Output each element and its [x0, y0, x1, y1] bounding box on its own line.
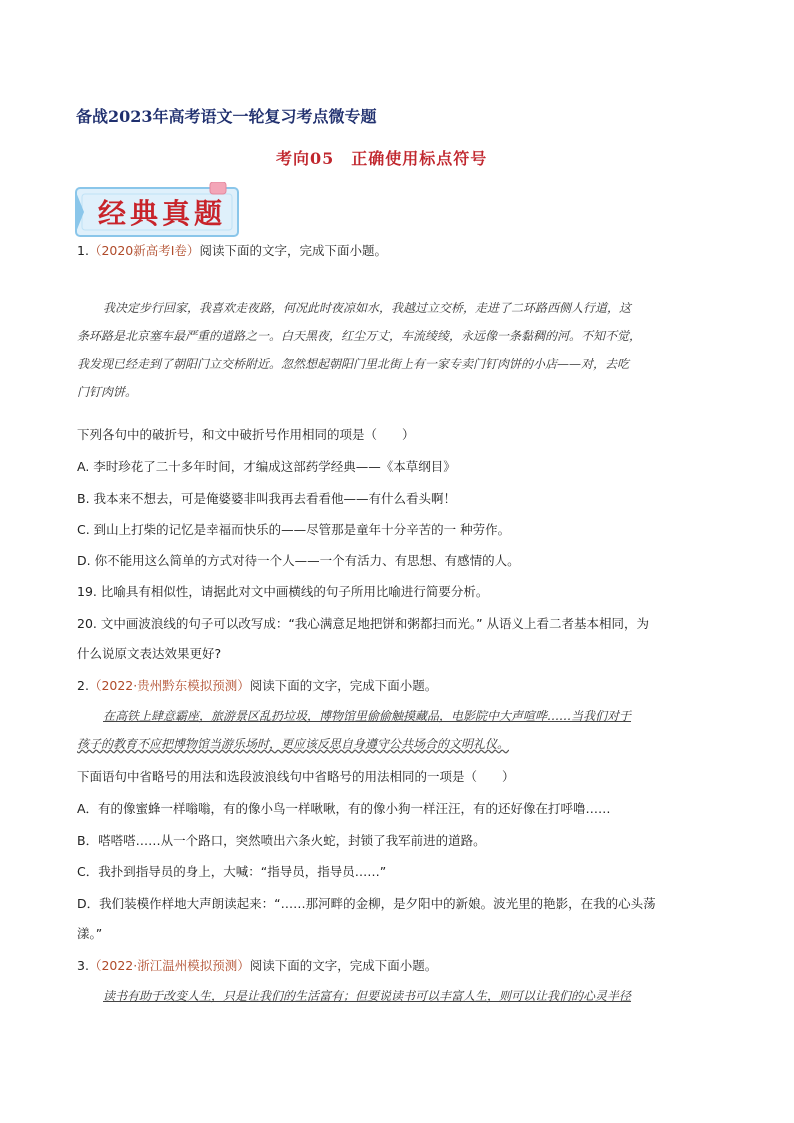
- q19-text: 19. 比喻具有相似性，请据此对文中画横线的句子所用比喻进行简要分析。: [77, 584, 489, 599]
- q3-passage: [77, 982, 727, 1010]
- q3-source: （2022·浙江温州模拟预测）: [88, 958, 250, 973]
- q1-source: （2020新高考Ⅰ卷）: [88, 243, 200, 258]
- q2-option-c: C．我扑到指导员的身上，大喊：“指导员，指导员……”: [77, 864, 387, 879]
- q2-passage-line: 在高铁上肆意霸座，旅游景区乱扔垃圾，博物馆里偷偷触摸藏品，电影院中大声喧哗……当我们对于: [103, 709, 632, 723]
- q20-line-2: 什么说原文表达效果更好?: [77, 646, 222, 661]
- q1-option-a: A. 李时珍花了二十多年时间，才编成这部药学经典——《本草纲目》: [77, 459, 456, 474]
- q1-question: 下列各句中的破折号，和文中破折号作用相同的项是（ ）: [77, 427, 415, 442]
- q1-option-b: B. 我本来不想去，可是俺婆婆非叫我再去看看他——有什么看头啊！: [77, 491, 457, 506]
- q2-passage-line: 孩子的教育不应把博物馆当游乐场时，更应该反思自身遵守公共场合的文明礼仪。: [77, 737, 510, 751]
- q2-intro: 阅读下面的文字，完成下面小题。: [249, 678, 438, 693]
- q2-question: 下面语句中省略号的用法和选段波浪线句中省略号的用法相同的一项是（ ）: [77, 769, 515, 784]
- q20-line-1: 20. 文中画波浪线的句子可以改写成：“我心满意足地把饼和粥都扫而光。” 从语义上看二者基本相同，为: [77, 616, 650, 631]
- q3-passage-line: 读书有助于改变人生，只是让我们的生活富有；但要说读书可以丰富人生，则可以让我们的心灵半径: [103, 989, 632, 1003]
- q3-header: [77, 951, 727, 981]
- q1-passage-line: 我发现已经走到了朝阳门立交桥附近。忽然想起朝阳门里北街上有一家专卖门钉肉饼的小店——对，去吃: [77, 357, 630, 371]
- q2-option-d-line-2: 漾。”: [77, 926, 103, 941]
- q2-source: （2022·贵州黔东模拟预测）: [88, 678, 250, 693]
- badge-label: 经典真题: [98, 197, 227, 230]
- q1-passage-line: 门钉肉饼。: [77, 385, 138, 399]
- q1-option-d: D. 你不能用这么简单的方式对待一个人——一个有活力、有思想、有感情的人。: [77, 553, 520, 568]
- q2-header: [77, 671, 727, 701]
- q2-option-b: B．嗒嗒嗒……从一个路口，突然喷出六条火蛇，封锁了我军前进的道路。: [77, 833, 486, 848]
- q1-option-c: C. 到山上打柴的记忆是幸福而快乐的——尽管那是童年十分辛苦的一 种劳作。: [77, 522, 511, 537]
- q1-intro: 阅读下面的文字，完成下面小题。: [199, 243, 387, 258]
- section-badge: [74, 182, 242, 240]
- q2-option-a: A．有的像蜜蜂一样嗡嗡，有的像小鸟一样啾啾，有的像小狗一样汪汪，有的还好像在打呼噜……: [77, 801, 611, 816]
- q2-passage: [77, 702, 727, 758]
- q2-option-d-line-1: D．我们装模作样地大声朗读起来：“……那河畔的金柳，是夕阳中的新娘。波光里的艳影，在我的心头荡: [77, 896, 656, 911]
- q1-number: 1.: [77, 243, 89, 258]
- q1-passage-line: 我决定步行回家，我喜欢走夜路，何况此时夜凉如水，我越过立交桥，走进了二环路西侧人行道，这: [103, 301, 632, 315]
- q3-intro: 阅读下面的文字，完成下面小题。: [249, 958, 438, 973]
- q3-number: 3.: [77, 958, 89, 973]
- q1-header: [77, 236, 727, 266]
- section-subtitle: 考向05 正确使用标点符号: [276, 149, 488, 168]
- document-title: 备战2023年高考语文一轮复习考点微专题: [76, 107, 377, 126]
- q2-number: 2.: [77, 678, 89, 693]
- q1-passage-line: 条环路是北京塞车最严重的道路之一。白天黑夜，红尘万丈，车流绫绫，永远像一条黏稠的河。不知不觉，: [77, 329, 642, 343]
- q1-passage: [77, 294, 727, 406]
